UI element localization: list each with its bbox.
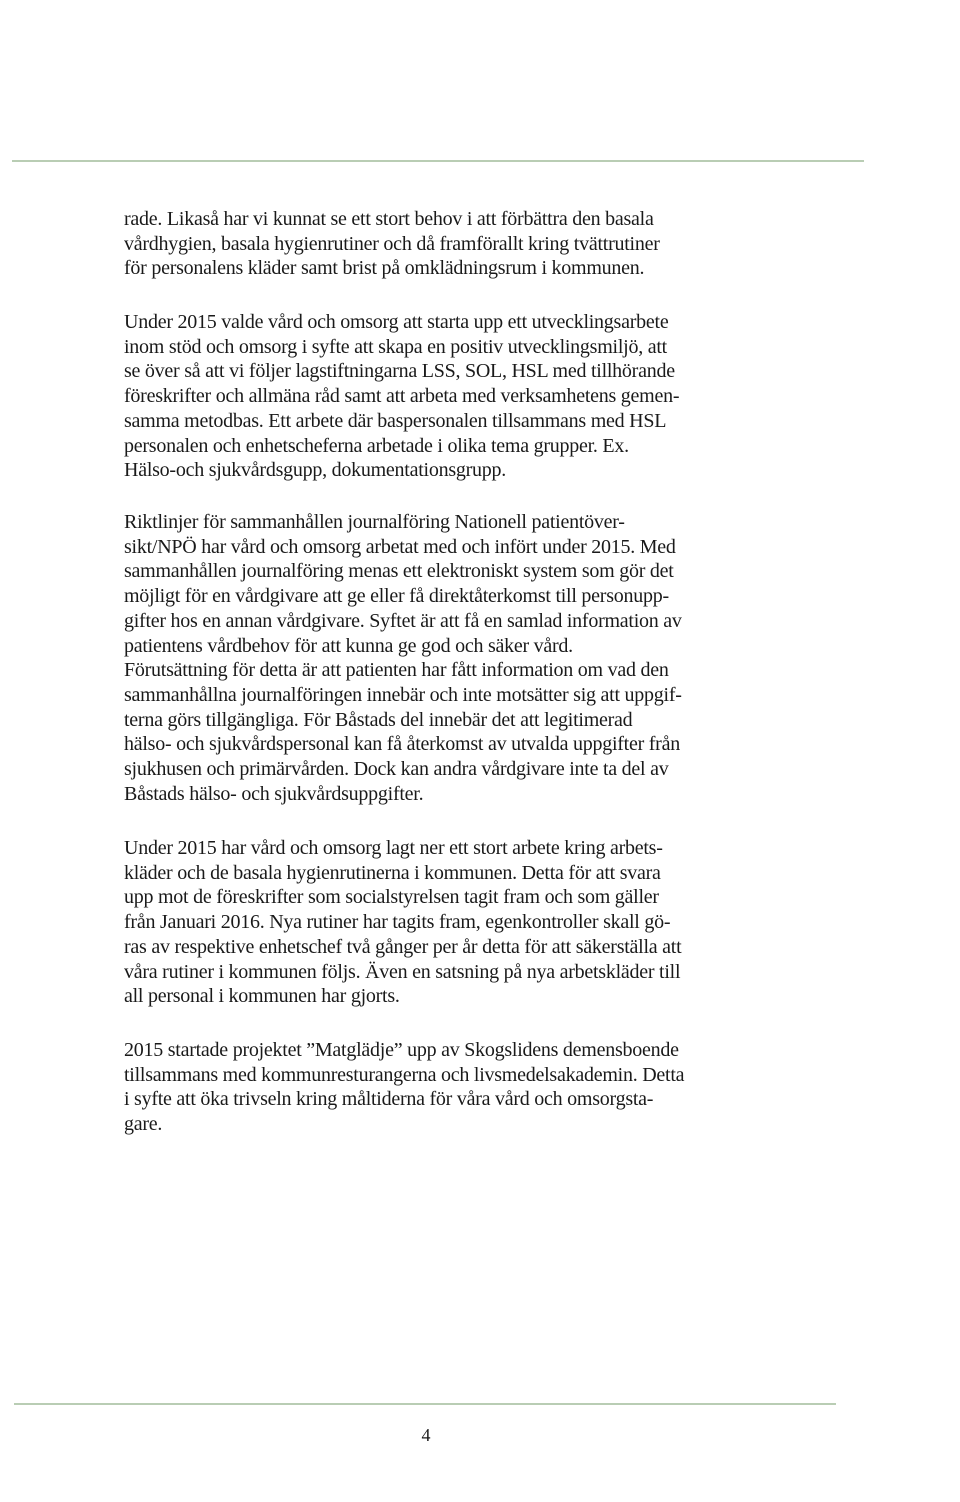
text-line: sjukhusen och primärvården. Dock kan andra vårdgivare inte ta del av [124,758,669,781]
text-line: Hälso-och sjukvårdsgupp, dokumentationsgrupp. [124,459,507,482]
footer-rule [14,1403,836,1405]
text-line: terna görs tillgängliga. För Båstads del innebär det att legitimerad [124,708,633,731]
text-line: tillsammans med kommunresturangerna och livsmedelsakademin. Detta [124,1063,685,1086]
text-line: sikt/NPÖ har vård och omsorg arbetat med och infört under 2015. Med [124,535,676,558]
paragraph-matgladje-project [124,1038,774,1137]
text-line: se över så att vi följer lagstiftningarna LSS, SOL, HSL med tillhörande [124,360,675,383]
text-line: rade. Likaså har vi kunnat se ett stort behov i att förbättra den basala [124,208,654,230]
text-line: upp mot de föreskrifter som socialstyrelsen tagit fram och som gäller [124,886,659,909]
text-line: våra rutiner i kommunen följs. Även en satsning på nya arbetskläder till [124,960,681,983]
text-line: Under 2015 har vård och omsorg lagt ner ett stort arbete kring arbets- [124,837,663,859]
text-line: sammanhållen journalföring menas ett elektroniskt system som gör det [124,560,674,583]
text-line: möjligt för en vårdgivare att ge eller få direktåterkomst till personupp- [124,585,669,608]
header-rule [12,160,864,162]
text-line: sammanhållna journalföringen innebär och inte motsätter sig att uppgif- [124,683,682,706]
text-line: för personalens kläder samt brist på omklädningsrum i kommunen. [124,257,645,280]
paragraph-journal-guidelines [124,510,774,806]
text-line: ras av respektive enhetschef två gånger per år detta för att säkerställa att [124,935,682,958]
text-line: personalen och enhetscheferna arbetade i olika tema grupper. Ex. [124,434,629,457]
page-number: 4 [421,1425,431,1445]
text-line: 2015 startade projektet ”Matglädje” upp av Skogslidens demensboende [124,1039,679,1061]
text-line: vårdhygien, basala hygienrutiner och då framförallt kring tvättrutiner [124,232,660,255]
text-line: Förutsättning för detta är att patienten har fått information om vad den [124,659,669,682]
text-line: gifter hos en annan vårdgivare. Syftet är att få en samlad information av [124,609,682,632]
paragraph-work-clothes [124,836,774,1009]
paragraph-development-work [124,310,774,483]
text-line: all personal i kommunen har gjorts. [124,985,400,1008]
text-line: föreskrifter och allmäna råd samt att arbeta med verksamhetens gemen- [124,385,680,408]
text-line: gare. [124,1113,163,1136]
text-line: kläder och de basala hygienrutinerna i kommunen. Detta för att svara [124,861,661,884]
text-line: i syfte att öka trivseln kring måltiderna för våra vård och omsorgsta- [124,1088,654,1111]
text-line: från Januari 2016. Nya rutiner har tagits fram, egenkontroller skall gö- [124,911,671,934]
text-line: inom stöd och omsorg i syfte att skapa en positiv utvecklingsmiljö, att [124,335,667,358]
text-line: Riktlinjer för sammanhållen journalföring Nationell patientöver- [124,511,625,533]
text-line: samma metodbas. Ett arbete där baspersonalen tillsammans med HSL [124,409,667,432]
text-line: Båstads hälso- och sjukvårdsuppgifter. [124,782,424,805]
text-line: hälso- och sjukvårdspersonal kan få återkomst av utvalda uppgifter från [124,733,680,756]
text-line: patientens vårdbehov för att kunna ge god och säker vård. [124,634,573,657]
paragraph-hygiene-needs [124,207,774,281]
text-line: Under 2015 valde vård och omsorg att starta upp ett utvecklingsarbete [124,311,669,333]
